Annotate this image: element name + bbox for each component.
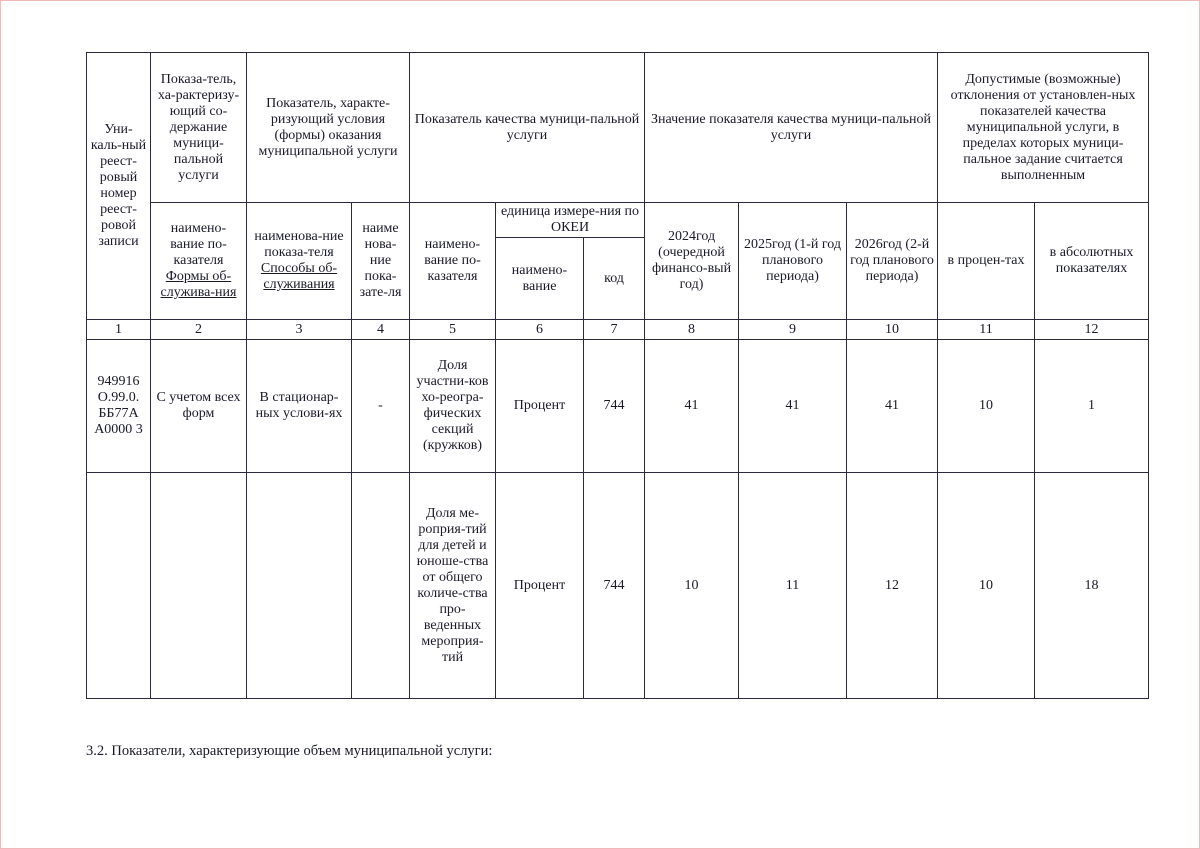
column-number: 10 <box>847 320 938 340</box>
code-cell: 744 <box>584 473 645 699</box>
unit-cell: Процент <box>496 340 584 473</box>
value-2025-cell: 11 <box>739 473 847 699</box>
header-quality-value: Значение показателя качества муници-пальной услуги <box>645 53 938 203</box>
table-row <box>87 340 1149 473</box>
quality-indicators-table <box>86 52 1149 699</box>
registry-number-cell: 949916 O.99.0. ББ77А А0000 3 <box>87 340 151 473</box>
header-col4-name: наиме нова-ние пока-зате-ля <box>352 203 410 320</box>
column-number: 4 <box>352 320 410 340</box>
header-quality-indicator: Показатель качества муници-пальной услуги <box>410 53 645 203</box>
column-number: 9 <box>739 320 847 340</box>
header-col2-name-a: наимено-вание по-казателя <box>170 221 227 268</box>
header-registry-number: Уни-каль-ный реест-ровый номер реест-ровой записи <box>87 53 151 320</box>
value-2026-cell: 41 <box>847 340 938 473</box>
column-number: 12 <box>1035 320 1149 340</box>
header-col5-name: наимено-вание по-казателя <box>410 203 496 320</box>
value-2026-cell: 12 <box>847 473 938 699</box>
methods-cell <box>247 473 352 699</box>
header-content-indicator: Показа-тель, ха-рактеризу-ющий со-держание муници-пальной услуги <box>151 53 247 203</box>
header-col3-name-b: Способы об-служивания <box>260 261 338 292</box>
registry-number-cell <box>87 473 151 699</box>
header-deviation-absolute: в абсолютных показателях <box>1035 203 1149 320</box>
column-number: 11 <box>938 320 1035 340</box>
header-unit-name: наимено-вание <box>496 238 584 320</box>
header-unit-code: код <box>584 238 645 320</box>
column-number: 7 <box>584 320 645 340</box>
column-number: 8 <box>645 320 739 340</box>
deviation-absolute-cell: 18 <box>1035 473 1149 699</box>
code-cell: 744 <box>584 340 645 473</box>
header-col2-name <box>151 203 247 320</box>
header-year-2024: 2024год (очередной финансо-вый год) <box>645 203 739 320</box>
column-number: 2 <box>151 320 247 340</box>
column-number: 3 <box>247 320 352 340</box>
indicator-cell: Доля ме-роприя-тий для детей и юноше-ства от общего количе-ства про-веденных мероприя-тий <box>410 473 496 699</box>
table-row <box>87 473 1149 699</box>
column-number: 5 <box>410 320 496 340</box>
value-2024-cell: 10 <box>645 473 739 699</box>
header-conditions-indicator: Показатель, характе-ризующий условия (формы) оказания муниципальной услуги <box>247 53 410 203</box>
forms-cell <box>151 473 247 699</box>
methods-cell: В стационар-ных услови-ях <box>247 340 352 473</box>
forms-cell: С учетом всех форм <box>151 340 247 473</box>
indicator-cell: Доля участни-ков хо-реогра-фических секций (кружков) <box>410 340 496 473</box>
header-deviation-percent: в процен-тах <box>938 203 1035 320</box>
header-allowed-deviation: Допустимые (возможные) отклонения от установлен-ных показателей качества муниципальной услуги, в пределах которых муници-пальное задание считается выполненным <box>938 53 1149 203</box>
col4-cell: - <box>352 340 410 473</box>
deviation-percent-cell: 10 <box>938 340 1035 473</box>
col4-cell <box>352 473 410 699</box>
header-unit-group: единица измере-ния по ОКЕИ <box>496 203 645 238</box>
value-2024-cell: 41 <box>645 340 739 473</box>
column-number: 1 <box>87 320 151 340</box>
header-year-2025: 2025год (1-й год планового периода) <box>739 203 847 320</box>
header-year-2026: 2026год (2-й год планового периода) <box>847 203 938 320</box>
deviation-absolute-cell: 1 <box>1035 340 1149 473</box>
header-col3-name-a: наименова-ние показа-теля <box>254 229 344 260</box>
header-col2-name-b: Формы об-служива-ния <box>160 269 237 300</box>
column-number: 6 <box>496 320 584 340</box>
header-col3-name <box>247 203 352 320</box>
value-2025-cell: 41 <box>739 340 847 473</box>
section-heading-3-2: 3.2. Показатели, характеризующие объем муниципальной услуги: <box>86 743 493 759</box>
unit-cell: Процент <box>496 473 584 699</box>
deviation-percent-cell: 10 <box>938 473 1035 699</box>
